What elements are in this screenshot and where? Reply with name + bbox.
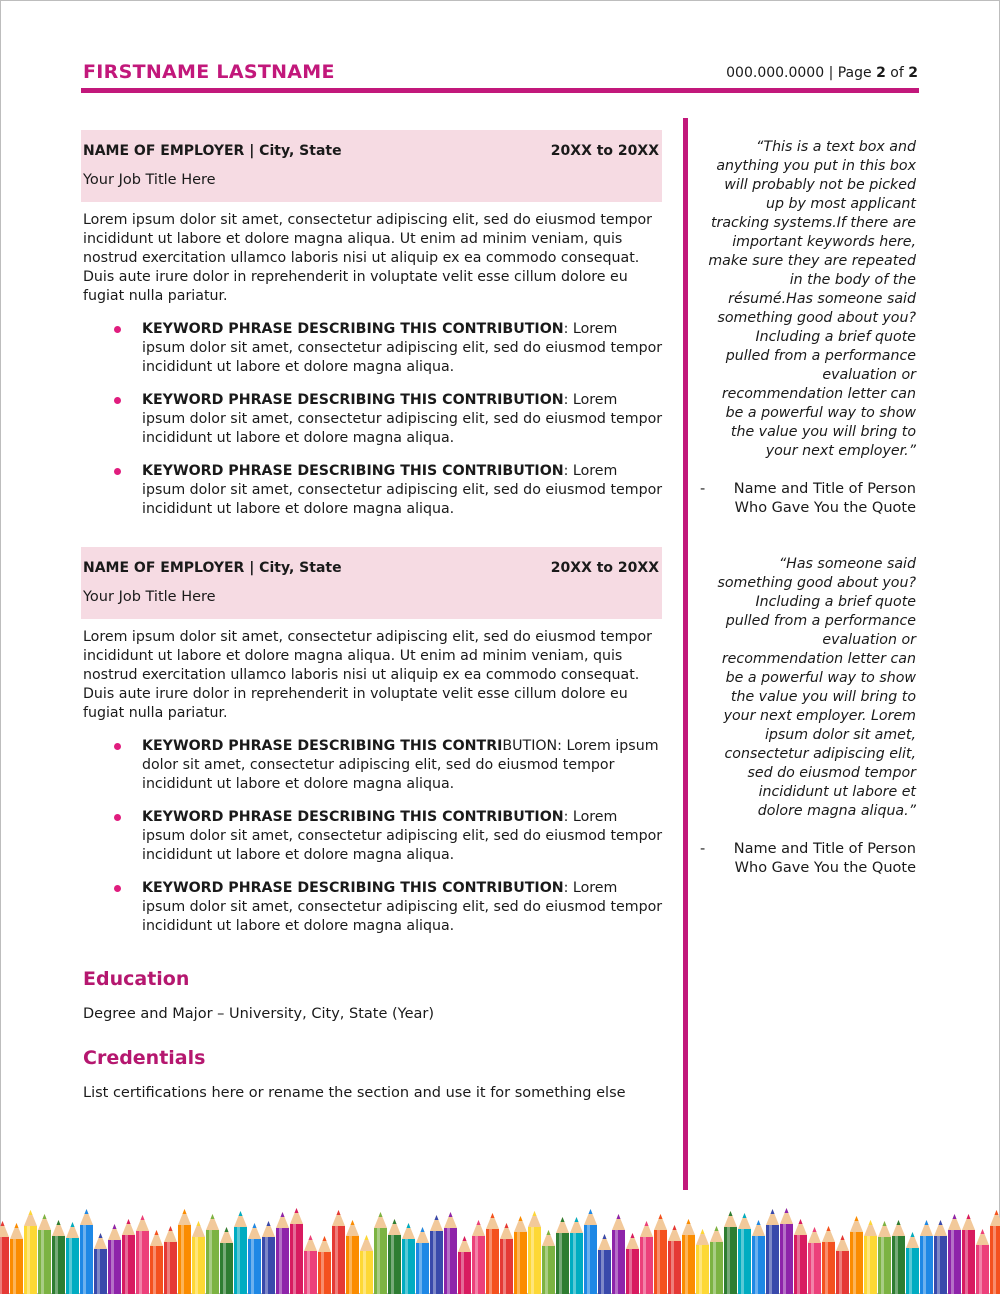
quote-line: pulled from a performance: [725, 348, 916, 364]
pencil-icon: [0, 1221, 9, 1294]
bullet-dot-icon: [114, 743, 121, 750]
list-item: [83, 808, 663, 865]
pencil-icon: [262, 1221, 275, 1294]
quote-line: the value you will bring to: [730, 689, 916, 705]
pencil-icon: [682, 1219, 695, 1294]
pencil-icon: [248, 1223, 261, 1294]
bullet-dot-icon: [114, 326, 121, 333]
pencil-icon: [598, 1234, 611, 1294]
pencil-icon: [654, 1214, 667, 1294]
pencil-icon: [94, 1233, 107, 1294]
quote-line: recommendation letter can: [721, 386, 916, 402]
quote-attribution-2: [700, 840, 916, 878]
keyword-phrase: KEYWORD PHRASE DESCRIBING THIS CONTRIBUTION: [142, 809, 564, 825]
list-item: [83, 391, 663, 448]
attribution-line: Name and Title of Person: [733, 481, 916, 497]
bullet-dot-icon: [114, 468, 121, 475]
job-header-1: [81, 130, 662, 202]
quote-line: your next employer.”: [765, 443, 916, 459]
pencil-icon: [332, 1210, 345, 1294]
employment-dates: 20XX to 20XX: [550, 560, 659, 576]
list-item: [83, 879, 663, 936]
quote-line: dolore magna aliqua.”: [757, 803, 916, 819]
pencil-icon: [10, 1223, 23, 1294]
pencil-icon: [920, 1220, 933, 1294]
pencil-icon: [178, 1209, 191, 1294]
pencil-icon: [416, 1227, 429, 1294]
pencil-icon: [486, 1213, 499, 1294]
pencil-icon: [500, 1223, 513, 1294]
bullet-dot-icon: [114, 397, 121, 404]
pencil-icon: [738, 1213, 751, 1294]
attribution-line: Who Gave You the Quote: [734, 860, 916, 876]
pencil-icon: [990, 1210, 1000, 1294]
pencil-icon: [80, 1209, 93, 1294]
testimonial-quote-1: [700, 138, 916, 461]
education-heading: Education: [83, 968, 190, 990]
pencil-icon: [752, 1220, 765, 1294]
education-text: Degree and Major – University, City, State (Year): [83, 1006, 435, 1022]
pencil-icon: [234, 1211, 247, 1294]
candidate-name: FIRSTNAME LASTNAME: [83, 61, 335, 83]
quote-line: anything you put in this box: [716, 158, 916, 174]
pencil-icon: [822, 1226, 835, 1294]
quote-line: evaluation or: [822, 367, 916, 383]
contribution-list-1: [83, 320, 663, 533]
pencil-icon: [458, 1236, 471, 1294]
pencil-icon: [976, 1229, 989, 1294]
contribution-text: : Lorem ipsum dolor sit amet, consectetur adipiscing elit, sed do eiusmod tempor incididunt ut labore et dolore magna aliqua.: [142, 809, 663, 863]
pencil-icon: [388, 1219, 401, 1294]
quote-line: Including a brief quote: [755, 594, 916, 610]
contribution-text: : Lorem ipsum dolor sit amet, consectetur adipiscing elit, sed do eiusmod tempor incididunt ut labore et dolore magna aliqua.: [142, 880, 663, 934]
pencil-icon: [24, 1210, 37, 1294]
pencil-icon: [528, 1211, 541, 1294]
keyword-phrase: KEYWORD PHRASE DESCRIBING THIS CONTRIBUTION: [142, 880, 564, 896]
quote-line: something good about you?: [717, 310, 916, 326]
pencil-icon: [304, 1235, 317, 1294]
contribution-list-2: [83, 737, 663, 950]
attribution-line: Name and Title of Person: [733, 841, 916, 857]
header-divider: [81, 88, 919, 93]
credentials-heading: Credentials: [83, 1047, 206, 1069]
contribution-text: : Lorem ipsum dolor sit amet, consectetur adipiscing elit, sed do eiusmod tempor incididunt ut labore et dolore magna aliqua.: [142, 463, 663, 517]
pencil-icon: [108, 1224, 121, 1294]
pencil-icon: [346, 1220, 359, 1294]
attribution-dash: -: [700, 481, 706, 497]
job-description-1: Lorem ipsum dolor sit amet, consectetur adipiscing elit, sed do eiusmod tempor incididunt ut labore et dolore magna aliqua. Ut enim ad minim veniam, quis nostrud exercitation ullamco laboris nisi ut aliquip ex ea commodo consequat. Duis aute irure dolor in reprehenderit in voluptate velit esse cillum dolore eu fugiat nulla pariatur.: [83, 212, 652, 304]
pencil-icon: [514, 1216, 527, 1294]
quote-line: “This is a text box and: [756, 139, 916, 155]
pencil-icon: [934, 1220, 947, 1294]
quote-line: the value you will bring to: [730, 424, 916, 440]
employment-dates: 20XX to 20XX: [550, 143, 659, 159]
pencil-icon: [136, 1215, 149, 1294]
quote-line: be a powerful way to show: [725, 670, 916, 686]
pencil-icon: [892, 1220, 905, 1294]
pencil-icon: [710, 1226, 723, 1294]
quote-line: your next employer. Lorem: [723, 708, 916, 724]
pencil-icon: [906, 1232, 919, 1294]
pencil-icon: [584, 1209, 597, 1294]
page-separator: | Page: [824, 65, 877, 81]
quote-line: recommendation letter can: [721, 651, 916, 667]
pencil-icon: [122, 1219, 135, 1294]
pencil-icon: [612, 1214, 625, 1294]
pencil-icon: [38, 1214, 51, 1294]
job-title: Your Job Title Here: [83, 172, 216, 188]
bullet-dot-icon: [114, 814, 121, 821]
pencil-icon: [164, 1226, 177, 1294]
keyword-phrase: KEYWORD PHRASE DESCRIBING THIS CONTRIBUTION: [142, 321, 564, 337]
keyword-phrase: KEYWORD PHRASE DESCRIBING THIS CONTRIBUTION: [142, 463, 564, 479]
quote-line: up by most applicant: [765, 196, 916, 212]
page-current: 2: [876, 65, 886, 81]
employer-name: NAME OF EMPLOYER | City, State: [83, 560, 342, 576]
pencil-icon: [626, 1233, 639, 1294]
header-contact: [726, 65, 918, 81]
pencil-icon: [696, 1229, 709, 1294]
pencil-icon: [192, 1221, 205, 1294]
pencil-icon: [360, 1235, 373, 1294]
pencil-icon: [808, 1227, 821, 1294]
pencil-icon: [668, 1225, 681, 1294]
quote-line: sed do eiusmod tempor: [747, 765, 916, 781]
quote-line: important keywords here,: [732, 234, 916, 250]
attribution-dash: -: [700, 841, 706, 857]
phone-number: 000.000.0000: [726, 65, 825, 81]
quote-line: make sure they are repeated: [708, 253, 916, 269]
column-divider: [683, 118, 688, 1190]
quote-line: résumé.Has someone said: [728, 291, 916, 307]
pencil-icon: [542, 1230, 555, 1294]
quote-line: ipsum dolor sit amet,: [764, 727, 916, 743]
pencil-icon: [402, 1223, 415, 1294]
quote-line: will probably not be picked: [724, 177, 916, 193]
pencil-icon: [66, 1222, 79, 1294]
pencil-icon: [864, 1220, 877, 1294]
attribution-line: Who Gave You the Quote: [734, 500, 916, 516]
credentials-text: List certifications here or rename the section and use it for something else: [83, 1085, 626, 1101]
pencil-icon: [878, 1221, 891, 1294]
page-of: of: [885, 65, 909, 81]
pencil-icon: [640, 1221, 653, 1294]
pencil-icon: [724, 1211, 737, 1294]
quote-line: “Has someone said: [778, 556, 916, 572]
job-description-2: Lorem ipsum dolor sit amet, consectetur adipiscing elit, sed do eiusmod tempor incididunt ut labore et dolore magna aliqua. Ut enim ad minim veniam, quis nostrud exercitation ullamco laboris nisi ut aliquip ex ea commodo consequat. Duis aute irure dolor in reprehenderit in voluptate velit esse cillum dolore eu fugiat nulla pariatur.: [83, 629, 652, 721]
list-item: [83, 320, 663, 377]
quote-line: Including a brief quote: [755, 329, 916, 345]
pencil-icon: [556, 1217, 569, 1294]
contribution-text: : Lorem ipsum dolor sit amet, consectetur adipiscing elit, sed do eiusmod tempor incididunt ut labore et dolore magna aliqua.: [142, 392, 663, 446]
quote-attribution-1: [700, 480, 916, 518]
contribution-text: : Lorem ipsum dolor sit amet, consectetur adipiscing elit, sed do eiusmod tempor incididunt ut labore et dolore magna aliqua.: [142, 321, 663, 375]
job-title: Your Job Title Here: [83, 589, 216, 605]
employer-name: NAME OF EMPLOYER | City, State: [83, 143, 342, 159]
pencil-icon: [962, 1214, 975, 1294]
quote-line: evaluation or: [822, 632, 916, 648]
quote-line: pulled from a performance: [725, 613, 916, 629]
keyword-phrase: KEYWORD PHRASE DESCRIBING THIS CONTRIBUTION: [142, 392, 564, 408]
colored-pencils-border: [0, 1195, 1000, 1294]
list-item: [83, 737, 663, 794]
pencil-icon: [794, 1219, 807, 1294]
contribution-text: BUTION: Lorem ipsum dolor sit amet, consectetur adipiscing elit, sed do eiusmod tempor incididunt ut labore et dolore magna aliqua.: [142, 738, 659, 792]
quote-line: consectetur adipiscing elit,: [724, 746, 916, 762]
pencil-icon: [150, 1230, 163, 1294]
pencil-icon: [52, 1220, 65, 1294]
pencil-icon: [290, 1208, 303, 1294]
quote-line: incididunt ut labore et: [758, 784, 916, 800]
pencil-icon: [444, 1212, 457, 1294]
page-total: 2: [908, 65, 918, 81]
pencil-icon: [570, 1217, 583, 1294]
pencil-icon: [472, 1220, 485, 1294]
quote-line: in the body of the: [789, 272, 916, 288]
pencil-icon: [948, 1214, 961, 1294]
quote-line: be a powerful way to show: [725, 405, 916, 421]
pencil-icon: [780, 1208, 793, 1294]
pencil-icon: [318, 1236, 331, 1294]
pencil-icon: [836, 1235, 849, 1294]
pencil-icon: [220, 1227, 233, 1294]
pencil-icon: [276, 1212, 289, 1294]
list-item: [83, 462, 663, 519]
quote-line: something good about you?: [717, 575, 916, 591]
bullet-dot-icon: [114, 885, 121, 892]
keyword-phrase: KEYWORD PHRASE DESCRIBING THIS CONTRI: [142, 738, 503, 754]
quote-line: tracking systems.If there are: [710, 215, 916, 231]
pencil-icon: [206, 1214, 219, 1294]
pencil-icon: [766, 1209, 779, 1294]
testimonial-quote-2: [700, 555, 916, 821]
pencil-icon: [850, 1216, 863, 1294]
job-header-2: [81, 547, 662, 619]
pencil-icon: [374, 1212, 387, 1294]
pencil-icon: [430, 1215, 443, 1294]
